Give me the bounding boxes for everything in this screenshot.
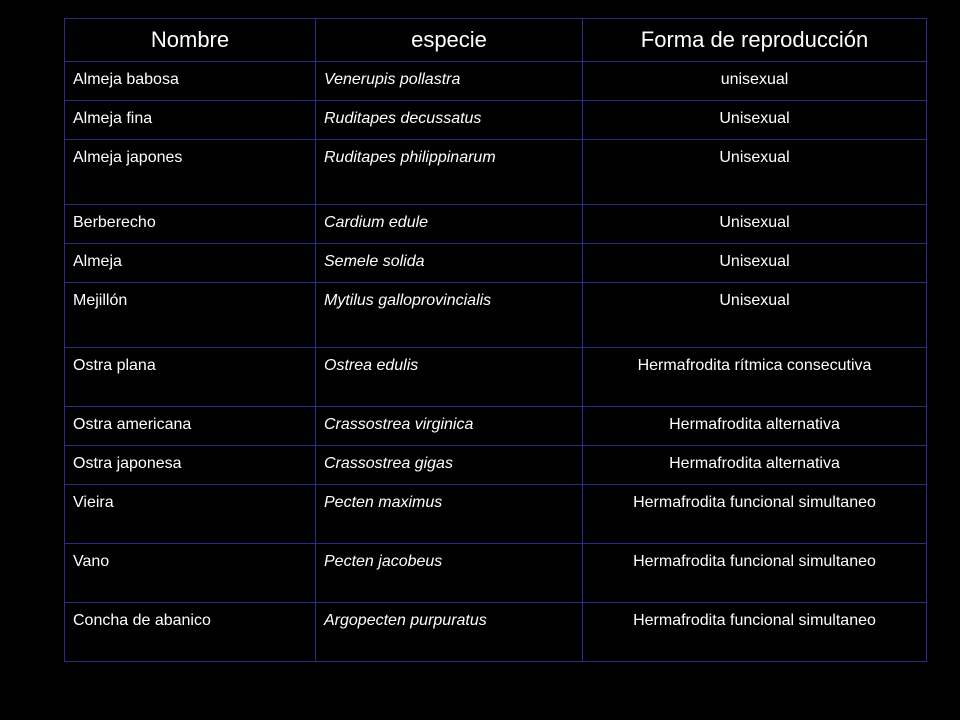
cell-reproduction: unisexual [583,62,927,101]
cell-name: Ostra plana [65,348,316,407]
cell-reproduction: Hermafrodita alternativa [583,446,927,485]
cell-name: Vieira [65,485,316,544]
cell-name: Ostra americana [65,407,316,446]
cell-reproduction: Hermafrodita funcional simultaneo [583,544,927,603]
cell-reproduction: Hermafrodita funcional simultaneo [583,603,927,662]
table-row [65,244,927,283]
cell-reproduction: Unisexual [583,283,927,348]
cell-reproduction: Unisexual [583,205,927,244]
cell-reproduction: Unisexual [583,140,927,205]
table-row [65,101,927,140]
cell-species: Cardium edule [316,205,583,244]
cell-name: Almeja japones [65,140,316,205]
table-row [65,544,927,603]
table-row [65,205,927,244]
table-row [65,446,927,485]
table-row [65,140,927,205]
cell-name: Ostra japonesa [65,446,316,485]
header-species: especie [316,19,583,62]
table-row [65,283,927,348]
cell-name: Berberecho [65,205,316,244]
cell-species: Crassostrea virginica [316,407,583,446]
table-row [65,485,927,544]
cell-name: Almeja [65,244,316,283]
cell-species: Pecten jacobeus [316,544,583,603]
table-row [65,348,927,407]
cell-reproduction: Hermafrodita alternativa [583,407,927,446]
cell-name: Almeja babosa [65,62,316,101]
cell-species: Semele solida [316,244,583,283]
cell-species: Ostrea edulis [316,348,583,407]
table-row [65,407,927,446]
cell-species: Pecten maximus [316,485,583,544]
cell-reproduction: Unisexual [583,101,927,140]
cell-name: Mejillón [65,283,316,348]
cell-species: Argopecten purpuratus [316,603,583,662]
table-row [65,62,927,101]
cell-reproduction: Hermafrodita funcional simultaneo [583,485,927,544]
cell-name: Concha de abanico [65,603,316,662]
cell-species: Mytilus galloprovincialis [316,283,583,348]
header-reproduction: Forma de reproducción [583,19,927,62]
cell-reproduction: Hermafrodita rítmica consecutiva [583,348,927,407]
cell-species: Venerupis pollastra [316,62,583,101]
cell-species: Ruditapes decussatus [316,101,583,140]
header-row [65,19,927,62]
header-name: Nombre [65,19,316,62]
cell-name: Vano [65,544,316,603]
cell-species: Ruditapes philippinarum [316,140,583,205]
cell-species: Crassostrea gigas [316,446,583,485]
reproduction-table [64,18,927,662]
cell-reproduction: Unisexual [583,244,927,283]
table-row [65,603,927,662]
cell-name: Almeja fina [65,101,316,140]
